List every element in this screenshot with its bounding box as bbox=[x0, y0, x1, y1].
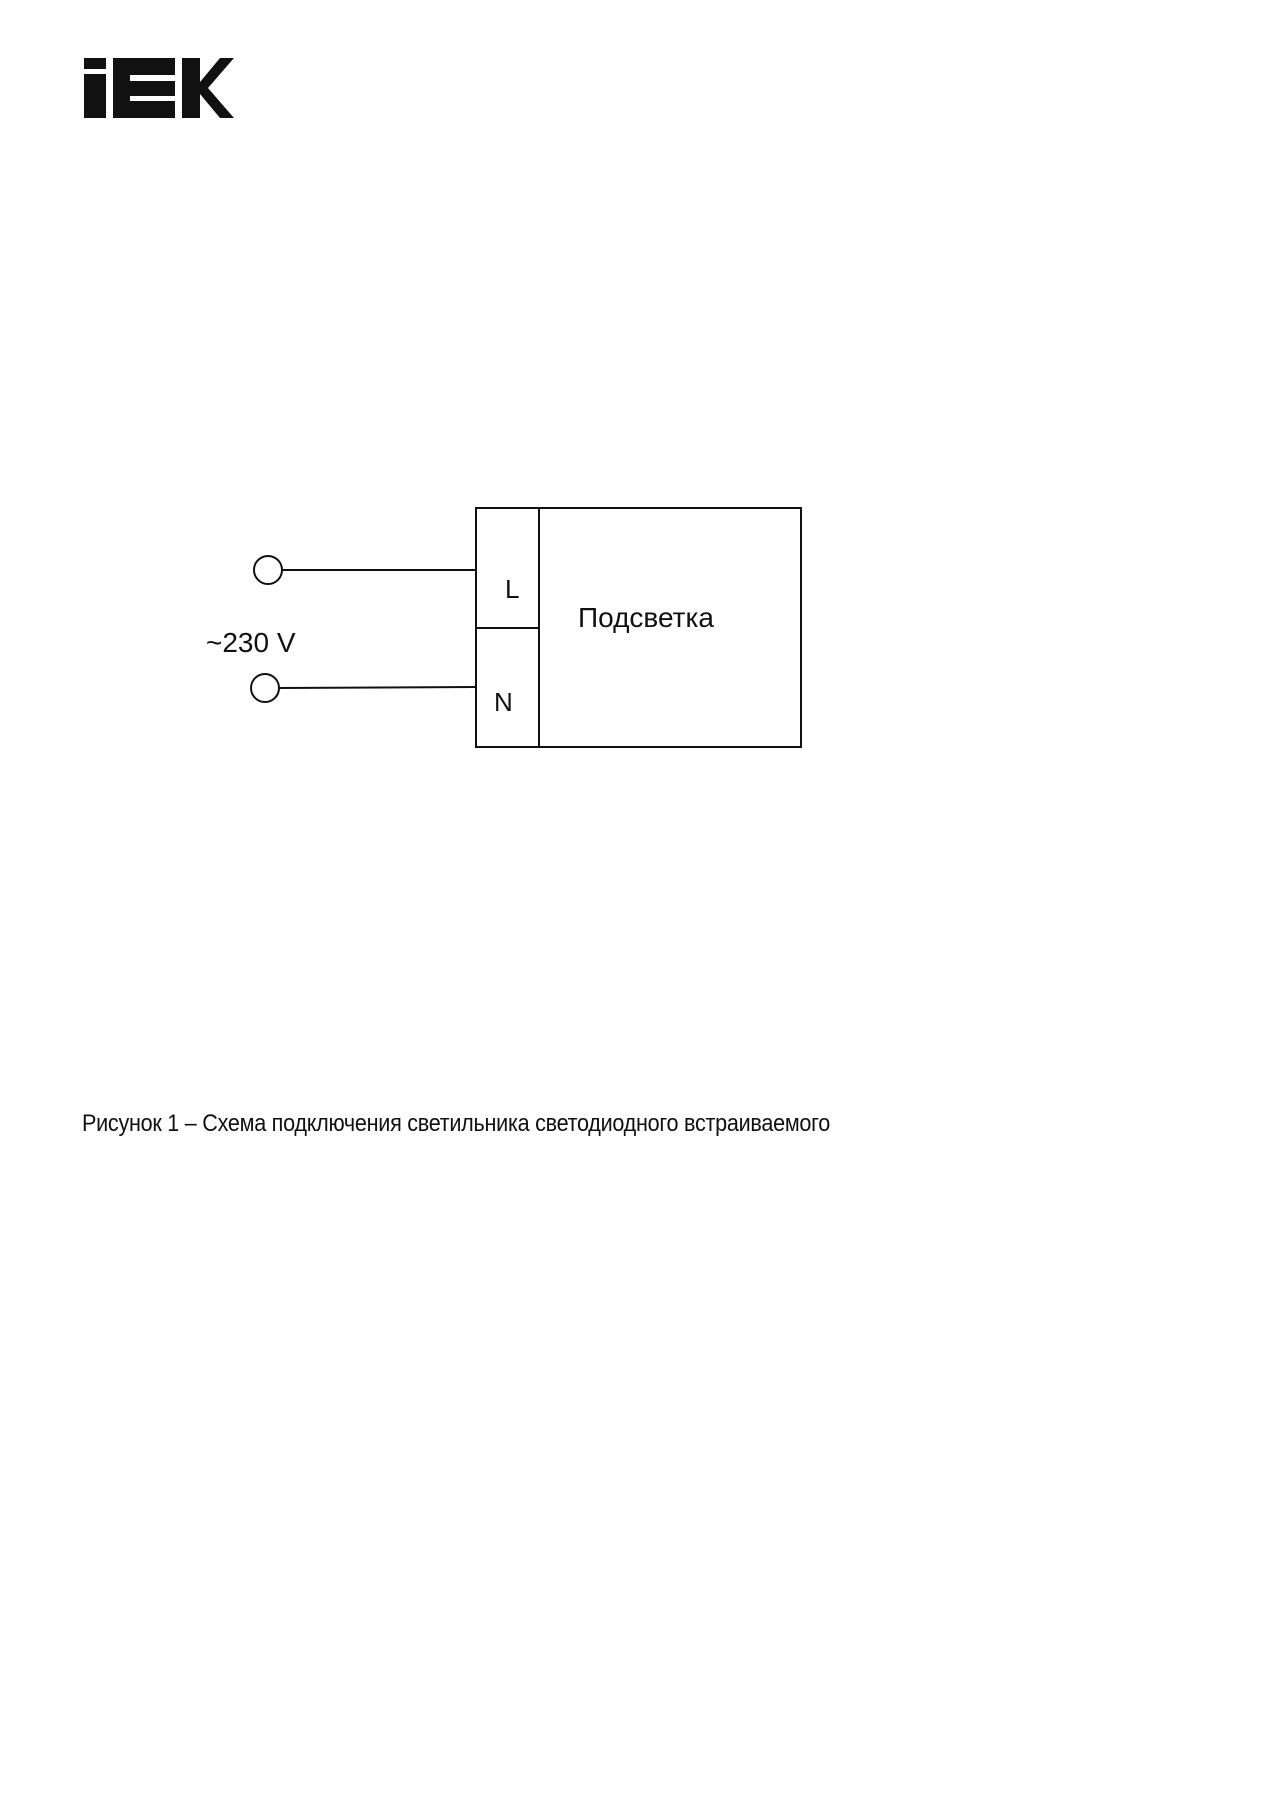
supply-label: ~230 V bbox=[206, 627, 296, 658]
device-label: Подсветка bbox=[578, 602, 714, 633]
wire-n bbox=[279, 687, 476, 688]
terminal-l-circle bbox=[254, 556, 282, 584]
figure-caption: Рисунок 1 – Схема подключения светильника светодиодного встраиваемого bbox=[82, 1110, 831, 1137]
terminal-l-label: L bbox=[505, 574, 520, 604]
terminal-n-circle bbox=[251, 674, 279, 702]
terminal-n-label: N bbox=[494, 687, 513, 717]
